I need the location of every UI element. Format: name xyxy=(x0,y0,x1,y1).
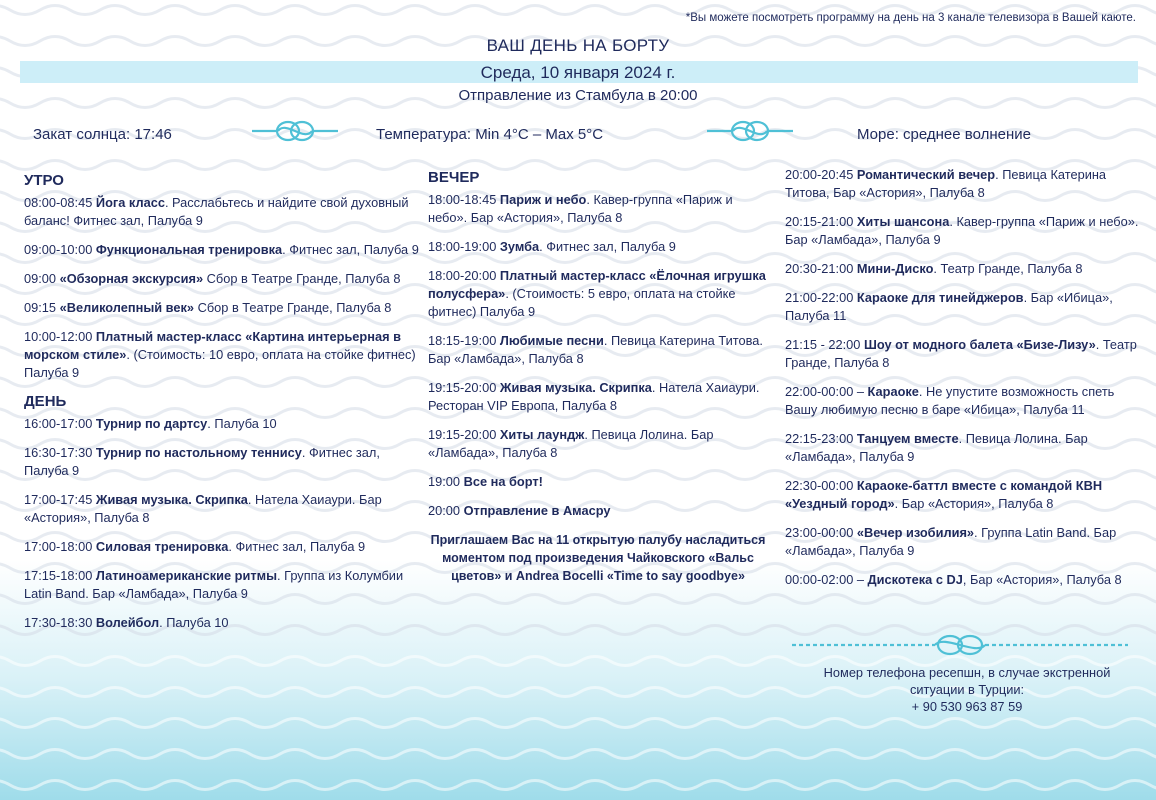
event-item xyxy=(785,383,1147,419)
event-title: Мини-Диско xyxy=(856,261,934,276)
event-title: «Обзорная экскурсия» xyxy=(59,271,204,286)
event-time: 18:15-19:00 xyxy=(428,333,500,348)
event-item xyxy=(428,238,768,256)
event-time: 17:00-18:00 xyxy=(24,539,96,554)
tv-channel-note: *Вы можете посмотреть программу на день на 3 канале телевизора в Вашей каюте. xyxy=(685,12,1136,24)
event-description: . Кавер-группа «Париж и небо». Бар «Астория», Палуба 8 xyxy=(428,192,733,225)
event-description: . Театр Гранде, Палуба 8 xyxy=(933,261,1083,276)
event-time: 16:00-17:00 xyxy=(24,416,96,431)
event-description: . (Стоимость: 5 евро, оплата на стойке фитнес) Палуба 9 xyxy=(428,286,736,319)
event-time: 23:00-00:00 xyxy=(785,525,857,540)
morning-heading: УТРО xyxy=(24,172,64,189)
rope-divider-icon xyxy=(790,632,1130,663)
event-description: . Фитнес зал, Палуба 9 xyxy=(228,539,366,554)
event-title: Караоке-баттл вместе с командой КВН «Уездный город» xyxy=(785,478,1103,511)
event-time: 20:00 xyxy=(428,503,464,518)
event-item xyxy=(24,567,420,603)
event-time: 20:00-20:45 xyxy=(785,167,857,182)
event-title: Дискотека с DJ xyxy=(867,572,963,587)
left-column xyxy=(24,166,420,643)
reception-phone-block xyxy=(786,664,1148,715)
phone-number[interactable]: + 90 530 963 87 59 xyxy=(911,699,1023,714)
event-time: 18:00-20:00 xyxy=(428,268,500,283)
event-item xyxy=(24,415,420,433)
event-item xyxy=(785,571,1147,589)
event-description: , Бар «Астория», Палуба 8 xyxy=(962,572,1122,587)
event-title: Караоке для тинейджеров xyxy=(856,290,1024,305)
event-time: 08:00-08:45 xyxy=(24,195,96,210)
sunset-info xyxy=(33,126,172,143)
invitation-text: Приглашаем Вас на 11 открытую палубу насладиться моментом под произведения Чайковского «Вальс цветов» и Andrea Bocelli «Time to say goodbye» xyxy=(430,533,766,583)
event-item xyxy=(428,502,768,520)
event-title: Силовая тренировка xyxy=(95,539,229,554)
event-description: Сбор в Театре Гранде, Палуба 8 xyxy=(194,300,392,315)
event-time: 20:30-21:00 xyxy=(785,261,857,276)
event-item xyxy=(24,328,420,382)
event-time: 09:00-10:00 xyxy=(24,242,96,257)
event-item xyxy=(24,538,420,556)
event-item xyxy=(785,524,1147,560)
event-item xyxy=(785,166,1147,202)
event-description: . Палуба 10 xyxy=(207,416,277,431)
middle-column xyxy=(428,163,768,585)
event-item xyxy=(785,289,1147,325)
event-title: Хиты лаундж xyxy=(499,427,585,442)
event-time: 19:00 xyxy=(428,474,464,489)
event-time: 18:00-19:00 xyxy=(428,239,500,254)
event-title: Караоке xyxy=(867,384,919,399)
event-title: Йога класс xyxy=(95,195,165,210)
event-title: Шоу от модного балета «Бизе-Лизу» xyxy=(863,337,1096,352)
event-time: 21:00-22:00 xyxy=(785,290,857,305)
event-description: . Певица Лолина. Бар «Ламбада», Палуба 8 xyxy=(428,427,714,460)
event-item xyxy=(24,241,420,259)
event-item xyxy=(24,270,420,288)
event-time: 09:00 xyxy=(24,271,60,286)
evening-list xyxy=(428,191,768,520)
event-title: Танцуем вместе xyxy=(856,431,959,446)
night-list xyxy=(785,166,1147,589)
event-item xyxy=(428,426,768,462)
event-description: . Группа Latin Band. Бар «Ламбада», Палуба 9 xyxy=(785,525,1117,558)
event-title: Отправление в Амасру xyxy=(463,503,611,518)
event-description: . Натела Хаиаури. Бар «Астория», Палуба 8 xyxy=(24,492,382,525)
event-title: Зумба xyxy=(499,239,540,254)
date-heading: Среда, 10 января 2024 г. xyxy=(480,63,676,82)
event-time: 22:00-00:00 – xyxy=(785,384,868,399)
event-time: 19:15-20:00 xyxy=(428,427,500,442)
event-description: . Фитнес зал, Палуба 9 xyxy=(24,445,380,478)
event-time: 20:15-21:00 xyxy=(785,214,857,229)
event-item xyxy=(785,477,1147,513)
event-description: . Не упустите возможность спеть Вашу любимую песню в баре «Ибица», Палуба 11 xyxy=(785,384,1115,417)
event-time: 00:00-02:00 – xyxy=(785,572,868,587)
event-time: 22:15-23:00 xyxy=(785,431,857,446)
temperature-info xyxy=(376,126,603,143)
event-description: . Бар «Ибица», Палуба 11 xyxy=(785,290,1113,323)
event-title: Романтический вечер xyxy=(856,167,996,182)
sea-label: Море: xyxy=(857,126,904,143)
event-time: 17:00-17:45 xyxy=(24,492,96,507)
event-time: 17:15-18:00 xyxy=(24,568,96,583)
sunset-label: Закат солнца: xyxy=(33,126,135,143)
day-heading: ДЕНЬ xyxy=(24,393,67,410)
event-title: Хиты шансона xyxy=(856,214,950,229)
event-description: . Певица Лолина. Бар «Ламбада», Палуба 9 xyxy=(785,431,1088,464)
event-item xyxy=(24,614,420,632)
event-description: . Фитнес зал, Палуба 9 xyxy=(539,239,676,254)
event-item xyxy=(785,336,1147,372)
event-item xyxy=(785,430,1147,466)
event-item xyxy=(428,191,768,227)
event-description: . Расслабьтесь и найдите свой духовный баланс! Фитнес зал, Палуба 9 xyxy=(24,195,409,228)
event-title: Волейбол xyxy=(95,615,160,630)
event-title: «Вечер изобилия» xyxy=(856,525,975,540)
event-item xyxy=(428,379,768,415)
event-time: 18:00-18:45 xyxy=(428,192,500,207)
event-item xyxy=(428,473,768,491)
event-item xyxy=(785,213,1147,249)
rope-knot-icon xyxy=(705,118,795,149)
event-description: . Кавер-группа «Париж и небо». Бар «Ламбада», Палуба 9 xyxy=(785,214,1139,247)
phone-label-line1: Номер телефона ресепшн, в случае экстренной xyxy=(823,665,1111,680)
event-item xyxy=(24,491,420,527)
event-time: 22:30-00:00 xyxy=(785,478,857,493)
event-item xyxy=(24,299,420,317)
departure-heading: Отправление из Стамбула в 20:00 xyxy=(458,87,698,104)
event-item xyxy=(428,332,768,368)
event-title: Латиноамериканские ритмы xyxy=(95,568,278,583)
right-column xyxy=(785,166,1147,600)
event-title: Живая музыка. Скрипка xyxy=(95,492,248,507)
event-time: 19:15-20:00 xyxy=(428,380,500,395)
sea-value: среднее волнение xyxy=(903,126,1031,143)
event-title: Все на борт! xyxy=(463,474,543,489)
morning-list xyxy=(24,194,420,382)
event-title: Платный мастер-класс «Картина интерьерная в морском стиле» xyxy=(24,329,401,362)
event-description: . Певица Катерина Титова. Бар «Ламбада», Палуба 8 xyxy=(428,333,763,366)
event-time: 10:00-12:00 xyxy=(24,329,96,344)
sunset-value: 17:46 xyxy=(134,126,172,143)
event-description: . Бар «Астория», Палуба 8 xyxy=(894,496,1054,511)
event-description: . Группа из Колумбии Latin Band. Бар «Ламбада», Палуба 9 xyxy=(24,568,404,601)
event-time: 09:15 xyxy=(24,300,60,315)
event-title: «Великолепный век» xyxy=(59,300,195,315)
event-title: Платный мастер-класс «Ёлочная игрушка полусфера» xyxy=(428,268,766,301)
evening-heading: ВЕЧЕР xyxy=(428,169,480,186)
event-item xyxy=(24,194,420,230)
event-description: . Палуба 10 xyxy=(159,615,229,630)
event-time: 16:30-17:30 xyxy=(24,445,96,460)
rope-knot-icon xyxy=(250,118,340,149)
phone-label-line2: ситуации в Турции: xyxy=(909,682,1025,697)
event-description: . Театр Гранде, Палуба 8 xyxy=(785,337,1137,370)
event-item xyxy=(785,260,1147,278)
event-title: Функциональная тренировка xyxy=(95,242,283,257)
temperature-label: Температура: xyxy=(376,126,476,143)
event-description: . Натела Хаиаури. Ресторан VIP Европа, Палуба 8 xyxy=(428,380,760,413)
event-item xyxy=(24,444,420,480)
event-title: Париж и небо xyxy=(499,192,587,207)
event-title: Живая музыка. Скрипка xyxy=(499,380,652,395)
temperature-value: Min 4°C – Max 5°C xyxy=(475,126,604,143)
event-description: Сбор в Театре Гранде, Палуба 8 xyxy=(203,271,401,286)
event-title: Турнир по дартсу xyxy=(95,416,208,431)
event-title: Турнир по настольному теннису xyxy=(95,445,302,460)
event-time: 17:30-18:30 xyxy=(24,615,96,630)
day-list xyxy=(24,415,420,632)
event-description: . Фитнес зал, Палуба 9 xyxy=(282,242,419,257)
page-title: ВАШ ДЕНЬ НА БОРТУ xyxy=(486,36,670,55)
event-description: . Певица Катерина Титова, Бар «Астория», Палуба 8 xyxy=(785,167,1107,200)
event-item xyxy=(428,267,768,321)
event-title: Любимые песни xyxy=(499,333,604,348)
event-description: . (Стоимость: 10 евро, оплата на стойке фитнес) Палуба 9 xyxy=(24,347,416,380)
event-time: 21:15 - 22:00 xyxy=(785,337,864,352)
sea-info xyxy=(857,126,1031,143)
